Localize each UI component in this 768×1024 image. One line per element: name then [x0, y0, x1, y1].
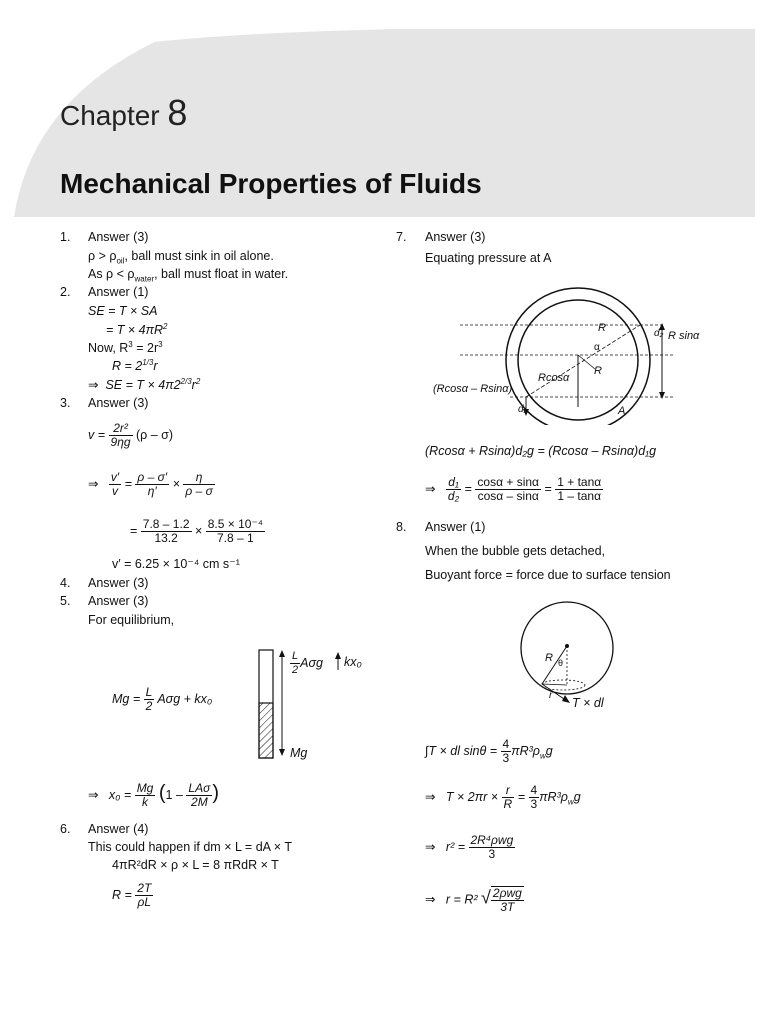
q2-number: 2.	[60, 285, 71, 299]
q3-result: v′ = 6.25 × 10⁻⁴ cm s⁻¹	[112, 557, 240, 571]
q2-answer: Answer (1)	[88, 285, 149, 299]
q8-eq4: ⇒ r = R² √ $\frac{\text{2ρwg}}{3T}$	[425, 886, 522, 914]
q7-fig-alpha: α	[594, 342, 600, 353]
q8-eq2: ⇒ T × 2πr × $\frac{r}{R}$ = $\frac{4}{3}$ $\pi R^3\rho_wg$	[425, 783, 581, 811]
q6-line2: 4πR²dR × ρ × L = 8 πRdR × T	[112, 858, 279, 872]
q7-fig-point-A: A	[618, 405, 626, 417]
q5-fig-spring-force: kx₀	[344, 655, 362, 669]
q6-answer: Answer (4)	[88, 822, 149, 836]
q3-ratio-eq: ⇒ $\frac{v'}{v}$ = $\frac{\rho - \sigma'}{\eta'}$ × $\frac{\eta}{\rho - \sigma}$	[88, 470, 213, 498]
q8-eq1: ∫T × dl sinθ = $\frac{4}{3}$ $\pi R^3\rho_wg$	[425, 737, 553, 765]
q6-radius-eq: R = $\frac{2T}{\rho L}$	[112, 881, 152, 909]
q3-numeric-eq: = $\frac{7.8 - 1.2}{13.2}$ × $\frac{\text{8.5 × 10⁻⁴}}{7.8 - 1}$	[130, 517, 263, 545]
q5-answer: Answer (3)	[88, 594, 149, 608]
q8-eq3: ⇒ r² = $\frac{\text{2R⁴ρwg}}{3}$	[425, 833, 514, 861]
q7-fig-d2: d₂	[654, 328, 664, 339]
q8-fig-r: r	[549, 690, 553, 701]
q3-answer: Answer (3)	[88, 396, 149, 410]
q7-fig-d1: d₁	[518, 404, 527, 415]
q8-fig-R: R	[545, 652, 553, 664]
q7-fig-left-label: (Rcosα – Rsinα)	[433, 383, 513, 395]
q2-line1: SE = T × SA	[88, 304, 158, 318]
q1-answer: Answer (3)	[88, 230, 149, 244]
q6-number: 6.	[60, 822, 71, 836]
q4-answer: Answer (3)	[88, 576, 149, 590]
q7-fig-Rcos: Rcosα	[538, 372, 570, 384]
q3-number: 3.	[60, 396, 71, 410]
q8-line2: Buoyant force = force due to surface tension	[425, 568, 671, 582]
q8-answer: Answer (1)	[425, 520, 486, 534]
page-title: Mechanical Properties of Fluids	[60, 168, 482, 199]
q2-line5: ⇒ SE = $T \times 4\pi 2^{2/3}r^2$	[88, 377, 201, 393]
q1-line1: $\rho > \rho_{oil}$, ball must sink in oil alone.	[88, 249, 274, 266]
q8-fig-theta: θ	[558, 658, 564, 668]
q5-number: 5.	[60, 594, 71, 608]
q7-fig-Rsin: R sinα	[668, 330, 700, 342]
q8-fig-Tdl: T × dl	[572, 696, 604, 710]
q1-number: 1.	[60, 230, 71, 244]
q5-x0-eq: ⇒ x₀ = $\frac{Mg}{k}$ (1 – $\frac{\text{LAσ}}{2M}$ )	[88, 781, 219, 810]
q2-line2: = $T \times 4\pi R^2$	[106, 322, 168, 338]
q7-answer: Answer (3)	[425, 230, 486, 244]
chapter-label: Chapter 8	[60, 92, 188, 133]
q7-text: Equating pressure at A	[425, 251, 552, 265]
q2-line4: $R = 2^{1/3}r$	[112, 358, 158, 374]
q7-fig-R-side: R	[594, 365, 602, 377]
q8-number: 8.	[396, 520, 407, 534]
q7-number: 7.	[396, 230, 407, 244]
q2-line3: Now, $R^3 = 2r^3$	[88, 340, 163, 356]
q7-fig-R-top: R	[598, 322, 606, 334]
q4-number: 4.	[60, 576, 71, 590]
q7-eq1: (Rcosα + Rsinα)d₂g = (Rcosα – Rsinα)d₁g	[425, 444, 657, 458]
q5-fig-top-force: $\frac{L}{2}$ Aσg	[292, 650, 323, 676]
q5-fig-weight: Mg	[290, 746, 308, 760]
q7-ring-figure	[430, 285, 720, 425]
q1-line2: As $\rho < \rho_{water}$, ball must float in water.	[88, 267, 289, 284]
q5-equilibrium-eq: Mg = $\frac{L}{2}$ Aσg + kx₀	[112, 685, 213, 713]
q3-velocity-eq: v = $\frac{\text{2r²}}{9\eta g}$ (ρ – σ)	[88, 421, 174, 449]
q8-bubble-figure	[515, 600, 635, 710]
q8-line1: When the bubble gets detached,	[425, 544, 605, 558]
q7-eq2: ⇒ $\frac{\text{d₁}}{\text{d₂}}$ = $\frac{\cos\alpha + \sin\alpha}{\cos\alpha - \sin\alpha}$ = $\frac{1 + \tan\alpha}{1 - \tan\alpha}$	[425, 475, 602, 503]
chapter-number: 8	[167, 92, 188, 133]
q5-text: For equilibrium,	[88, 613, 175, 627]
q6-line1: This could happen if dm × L = dA × T	[88, 840, 292, 854]
